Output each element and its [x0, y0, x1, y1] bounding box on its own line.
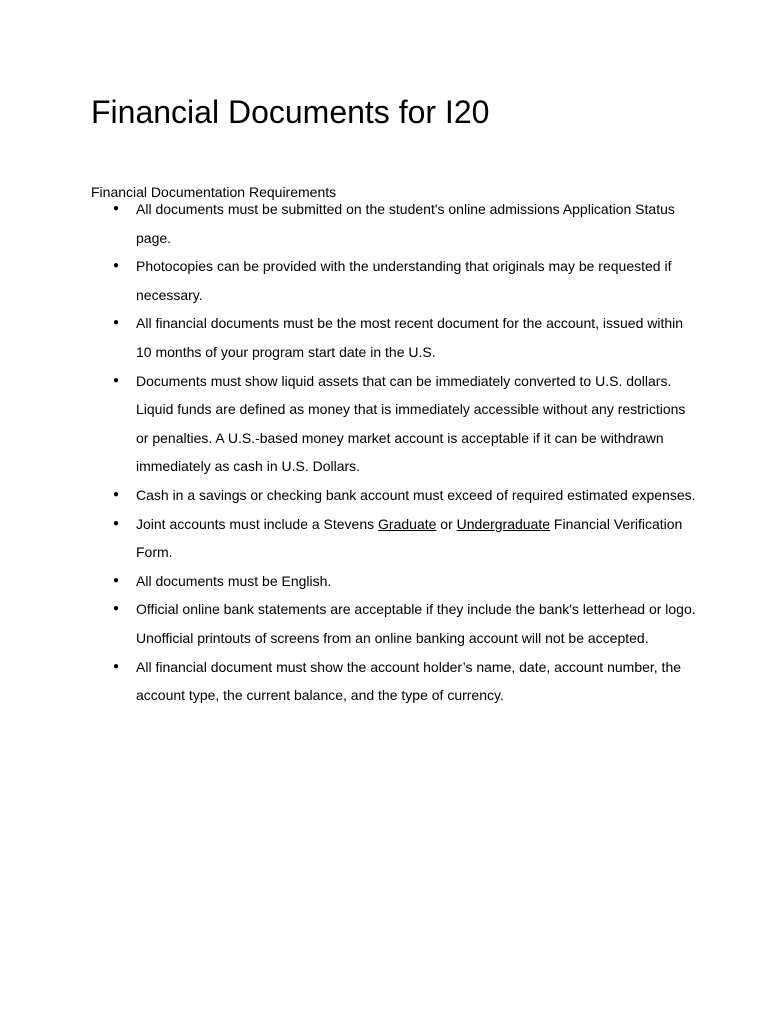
list-item	[0, 481, 696, 510]
list-item	[0, 567, 696, 596]
list-item	[0, 252, 696, 309]
requirement-text: Documents must show liquid assets that can be immediately converted to U.S. dollars. Liquid funds are defined as money that is immediately accessible without any restrictions or penalties. A U.S.-based money market account is acceptable if it can be withdrawn immediately as cash in U.S. Dollars.	[136, 372, 686, 475]
list-item	[0, 195, 696, 252]
requirement-text: Cash in a savings or checking bank account must exceed of required estimated expenses.	[136, 486, 696, 503]
undergraduate-form-link[interactable]: Undergraduate	[456, 515, 551, 532]
list-item	[0, 510, 696, 567]
requirement-text-before: Joint accounts must include a Stevens	[136, 515, 379, 532]
list-item	[0, 595, 696, 652]
bullet-icon: ●	[113, 260, 120, 272]
requirements-list	[0, 195, 768, 710]
requirement-text-middle: or	[436, 515, 457, 532]
bullet-icon: ●	[113, 203, 120, 214]
list-item	[0, 309, 696, 366]
list-item	[0, 653, 696, 710]
bullet-icon: ●	[113, 660, 120, 672]
requirement-text: All financial documents must be the most recent document for the account, issued within 10 months of your program start date in the U.S.	[136, 315, 684, 360]
bullet-icon: ●	[113, 374, 120, 386]
page-title: Financial Documents for I20	[91, 94, 490, 130]
requirement-text-after: Financial Verification Form.	[136, 515, 683, 561]
list-item	[0, 367, 696, 481]
requirement-text	[136, 516, 682, 561]
bullet-icon: ●	[113, 317, 120, 329]
requirement-text: Official online bank statements are acceptable if they include the bank's letterhead or logo. Unofficial printouts of screens from an online banking account will not be accepted.	[136, 601, 696, 646]
requirement-text: Photocopies can be provided with the understanding that originals may be requested if necessary.	[136, 258, 672, 303]
bullet-icon: ●	[113, 574, 120, 586]
bullet-icon: ●	[113, 517, 120, 529]
graduate-form-link[interactable]: Graduate	[378, 515, 437, 532]
requirement-text: All documents must be English.	[136, 572, 332, 589]
bullet-icon: ●	[113, 603, 120, 615]
section-heading: Financial Documentation Requirements	[91, 184, 337, 200]
requirement-text: All financial document must show the account holder’s name, date, account number, the account type, the current balance, and the type of currency.	[136, 658, 682, 704]
bullet-icon: ●	[113, 488, 120, 500]
requirement-text: All documents must be submitted on the student's online admissions Application Status page.	[136, 201, 675, 246]
